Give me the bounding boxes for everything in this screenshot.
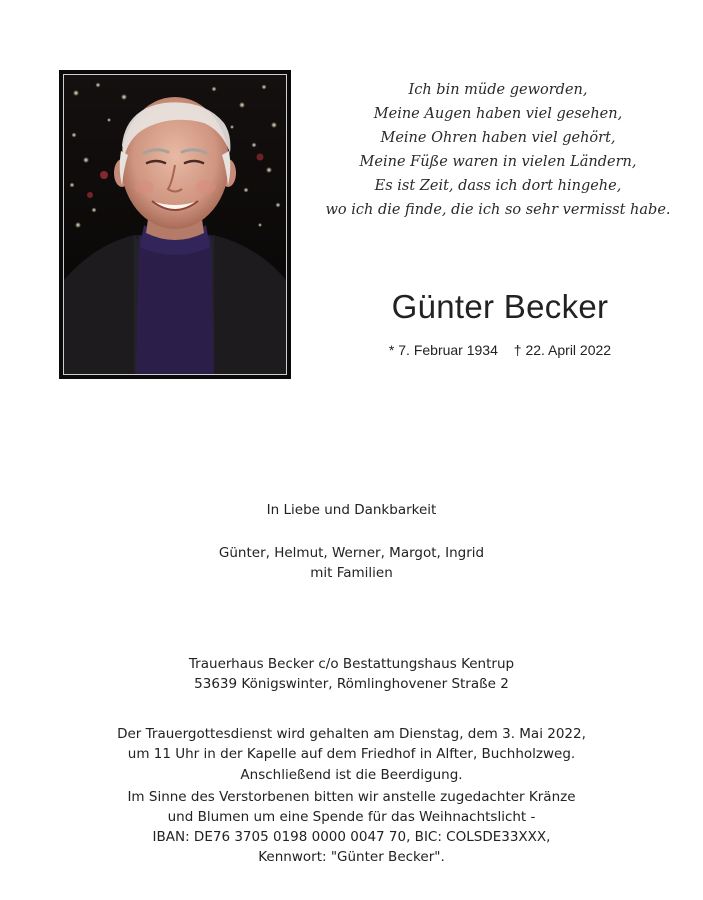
service-info (60, 724, 643, 764)
mourners-names-text: Günter, Helmut, Werner, Margot, Ingrid (218, 545, 485, 561)
portrait-illustration (64, 75, 286, 374)
burial-line: Anschließend ist die Beerdigung. (240, 767, 463, 783)
birth-date: * 7. Februar 1934 (388, 342, 498, 358)
mourners-intro-text: In Liebe und Dankbarkeit (266, 502, 437, 518)
service-line: Der Trauergottesdienst wird gehalten am Dienstag, dem 3. Mai 2022, (117, 726, 586, 742)
poem-line: wo ich die finde, die ich so sehr vermisst habe. (325, 202, 671, 218)
poem (300, 78, 696, 222)
portrait-frame (59, 70, 291, 379)
poem-line: Es ist Zeit, dass ich dort hingehe, (374, 178, 622, 194)
deceased-name: Günter Becker (391, 288, 609, 325)
poem-line: Meine Füße waren in vielen Ländern, (359, 154, 637, 170)
poem-line: Meine Ohren haben viel gehört, (380, 130, 616, 146)
death-date: † 22. April 2022 (513, 342, 612, 358)
donation-line: IBAN: DE76 3705 0198 0000 0047 70, BIC: COLSDE33XXX, (152, 829, 551, 845)
mourners-names (60, 543, 643, 583)
portrait-photo (63, 74, 287, 375)
service-line: um 11 Uhr in der Kapelle auf dem Friedhof in Alfter, Buchholzweg. (127, 746, 576, 762)
poem-line: Ich bin müde geworden, (408, 82, 588, 98)
poem-line: Meine Augen haben viel gesehen, (373, 106, 623, 122)
life-dates (330, 342, 670, 358)
address-line: Trauerhaus Becker c/o Bestattungshaus Kentrup (188, 656, 515, 672)
mourners-families-text: mit Familien (310, 565, 393, 581)
mourning-address (60, 654, 643, 694)
donation-info (60, 787, 643, 867)
burial-info (60, 765, 643, 785)
donation-line: Kennwort: "Günter Becker". (258, 849, 445, 865)
donation-line: Im Sinne des Verstorbenen bitten wir anstelle zugedachter Kränze (127, 789, 576, 805)
address-line: 53639 Königswinter, Römlinghovener Straße 2 (194, 676, 509, 692)
mourners-intro (60, 500, 643, 520)
donation-line: und Blumen um eine Spende für das Weihnachtslicht - (167, 809, 536, 825)
